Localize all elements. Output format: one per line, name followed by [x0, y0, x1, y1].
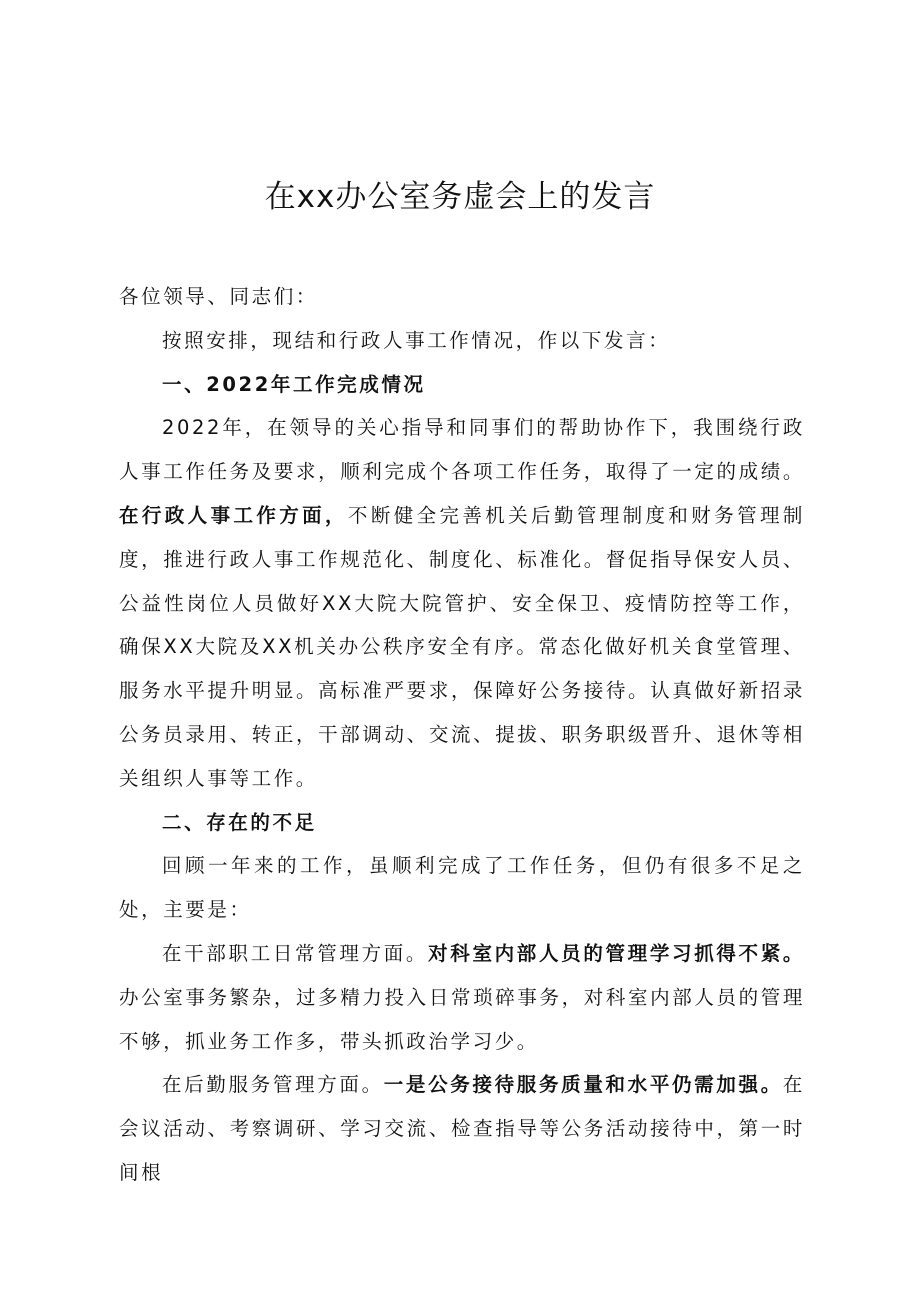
section1-text-2: 不断健全完善机关后勤管理制度和财务管理制度，推进行政人事工作规范化、制度化、标准化。督促指导保安人员、公益性岗位人员做好XX大院大院管护、安全保卫、疫情防控等工作，确保XX大院及XX机关办公秩序安全有序。常态化做好机关食堂管理、服务水平提升明显。高标准严要求，保障好公务接待。认真做好新招录公务员录用、转正，干部调动、交流、提拔、职务职级晋升、退休等相关组织人事等工作。: [119, 503, 805, 790]
section2-heading: 二、存在的不足: [162, 810, 317, 834]
document-title: 在xx办公室务虚会上的发言: [264, 179, 656, 215]
section2-p1-text-1: 在干部职工日常管理方面。: [162, 941, 429, 965]
section2-p2-text-1: 在后勤服务管理方面。: [162, 1073, 384, 1097]
document-body: [119, 275, 805, 1195]
section2-p1-text-2: 办公室事务繁杂，过多精力投入日常琐碎事务，对科室内部人员的管理不够，抓业务工作多，带头抓政治学习少。: [119, 985, 805, 1053]
section2-p2-bold-phrase: 一是公务接待服务质量和水平仍需加强。: [383, 1073, 783, 1097]
section1-paragraph: [119, 406, 805, 800]
intro-paragraph: 按照安排，现结和行政人事工作情况，作以下发言：: [162, 328, 671, 352]
section1-heading: 一、2022年工作完成情况: [162, 372, 426, 396]
section2-intro: 回顾一年来的工作，虽顺利完成了工作任务，但仍有很多不足之处，主要是：: [119, 854, 805, 922]
section2-paragraph-2: [119, 1063, 805, 1194]
section2-paragraph-1: [119, 932, 805, 1063]
section1-text-1: 2022年，在领导的关心指导和同事们的帮助协作下，我围绕行政人事工作任务及要求，顺利完成个各项工作任务，取得了一定的成绩。: [119, 416, 805, 484]
salutation: 各位领导、同志们：: [119, 285, 318, 308]
section2-p1-bold-phrase: 对科室内部人员的管理学习抓得不紧。: [428, 941, 806, 965]
section1-bold-phrase: 在行政人事工作方面，: [119, 503, 348, 527]
section2-p2-text-2: 在会议活动、考察调研、学习交流、检查指导等公务活动接待中，第一时间根: [119, 1073, 805, 1184]
